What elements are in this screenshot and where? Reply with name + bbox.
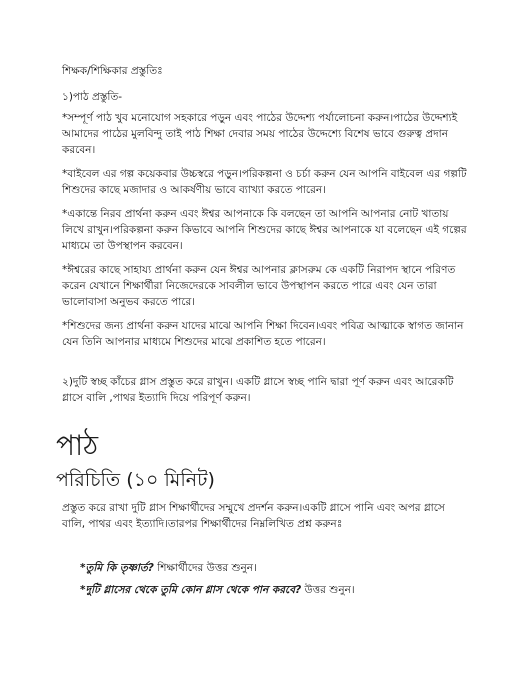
prep-paragraph-3: *একান্তে নিরব প্রার্থনা করুন এবং ঈশ্বর আপনাকে কি বলছেন তা আপনি আপনার নোট খাতায় লিখে রাখুন।পরিকল্পনা করুন কিভাবে আপনি শিশুদের কাছে ঈশ্বর আপনাকে যা বলেছেন এই গল্পের মাধ্যমে তা উপস্থাপন করবেন। [62, 208, 467, 252]
prep-paragraph-1: *সম্পূর্ণ পাঠ খুব মনোযোগ সহকারে পড়ুন এবং পাঠের উদ্দেশ্য পর্যালোচনা করুন।পাঠের উদ্দেশ্যই আমাদের পাঠের মুলবিন্দু তাই পাঠ শিক্ষা দেবার সময় পাঠের উদ্দেশ্যে বিশেষ ভাবে গুরুত্ব প্রদান করবেন। [62, 112, 458, 156]
question-item [80, 560, 470, 576]
question-item [80, 582, 470, 598]
intro-paragraph: প্রস্তুত করে রাখা দুটি গ্লাস শিক্ষার্থীদের সম্মুখে প্রদর্শন করুন।একটি গ্লাসে পানি এবং অপর গ্লাসে বালি, পাথর এবং ইত্যাদি।তারপর শিক্ষার্থীদের নিম্নলিখিত প্রশ্ন করুনঃ [62, 502, 445, 530]
intro-title: পরিচিতি (১০ মিনিট) [56, 469, 215, 491]
question-instruction: শিক্ষার্থীদের উত্তর শুনুন। [153, 562, 257, 574]
prep-paragraph-5: *শিশুদের জন্য প্রার্থনা করুন যাদের মাঝে আপনি শিক্ষা দিবেন।এবং পবিত্র আত্মাকে স্বাগত জানান যেন তিনি আপনার মাধ্যমে শিশুদের মাঝে প্রকাশিত হতে পারেন। [62, 320, 464, 348]
lesson-prep-label: ১)পাঠ প্রস্তুতি- [62, 91, 123, 103]
prep-paragraph-4: *ঈশ্বরের কাছে সাহায্য প্রার্থনা করুন যেন ঈশ্বর আপনার ক্লাসরুম কে একটি নিরাপদ স্থানে পরিণত করেন যেখানে শিক্ষার্থীরা নিজেদেরকে সাবলীল ভাবে উপস্থাপন করতে পারে এবং যেন তারা ভালোবাসা অনুভব করতে পারে। [62, 264, 456, 308]
prep-heading: শিক্ষক/শিক্ষিকার প্রস্তুতিঃ [62, 65, 163, 77]
question-instruction: উত্তর শুনুন। [301, 584, 355, 596]
question-list [80, 560, 470, 598]
glass-prep-paragraph: ২)দুটি স্বচ্ছ কাঁচের গ্লাস প্রস্তুত করে রাখুন। একটি গ্লাসে স্বচ্ছ পানি দ্বারা পূর্ণ করুন এবং আরেকটি গ্লাসে বালি ,পাথর ইত্যাদি দিয়ে পরিপূর্ণ করুন। [62, 376, 454, 404]
prep-paragraph-2: *বাইবেল এর গল্প কয়েকবার উচ্চস্বরে পড়ুন।পরিকল্পনা ও চর্চা করুন যেন আপনি বাইবেল এর গল্পটি শিশুদের কাছে মজাদার ও আকর্ষণীয় ভাবে ব্যাখ্যা করতে পারেন। [62, 168, 467, 196]
lesson-title: পাঠ [56, 429, 99, 462]
question-text: *দুটি গ্লাসের থেকে তুমি কোন গ্লাস থেকে পান করবে? [80, 584, 302, 596]
question-text: *তুমি কি তৃষ্ণার্ত? [80, 562, 154, 574]
